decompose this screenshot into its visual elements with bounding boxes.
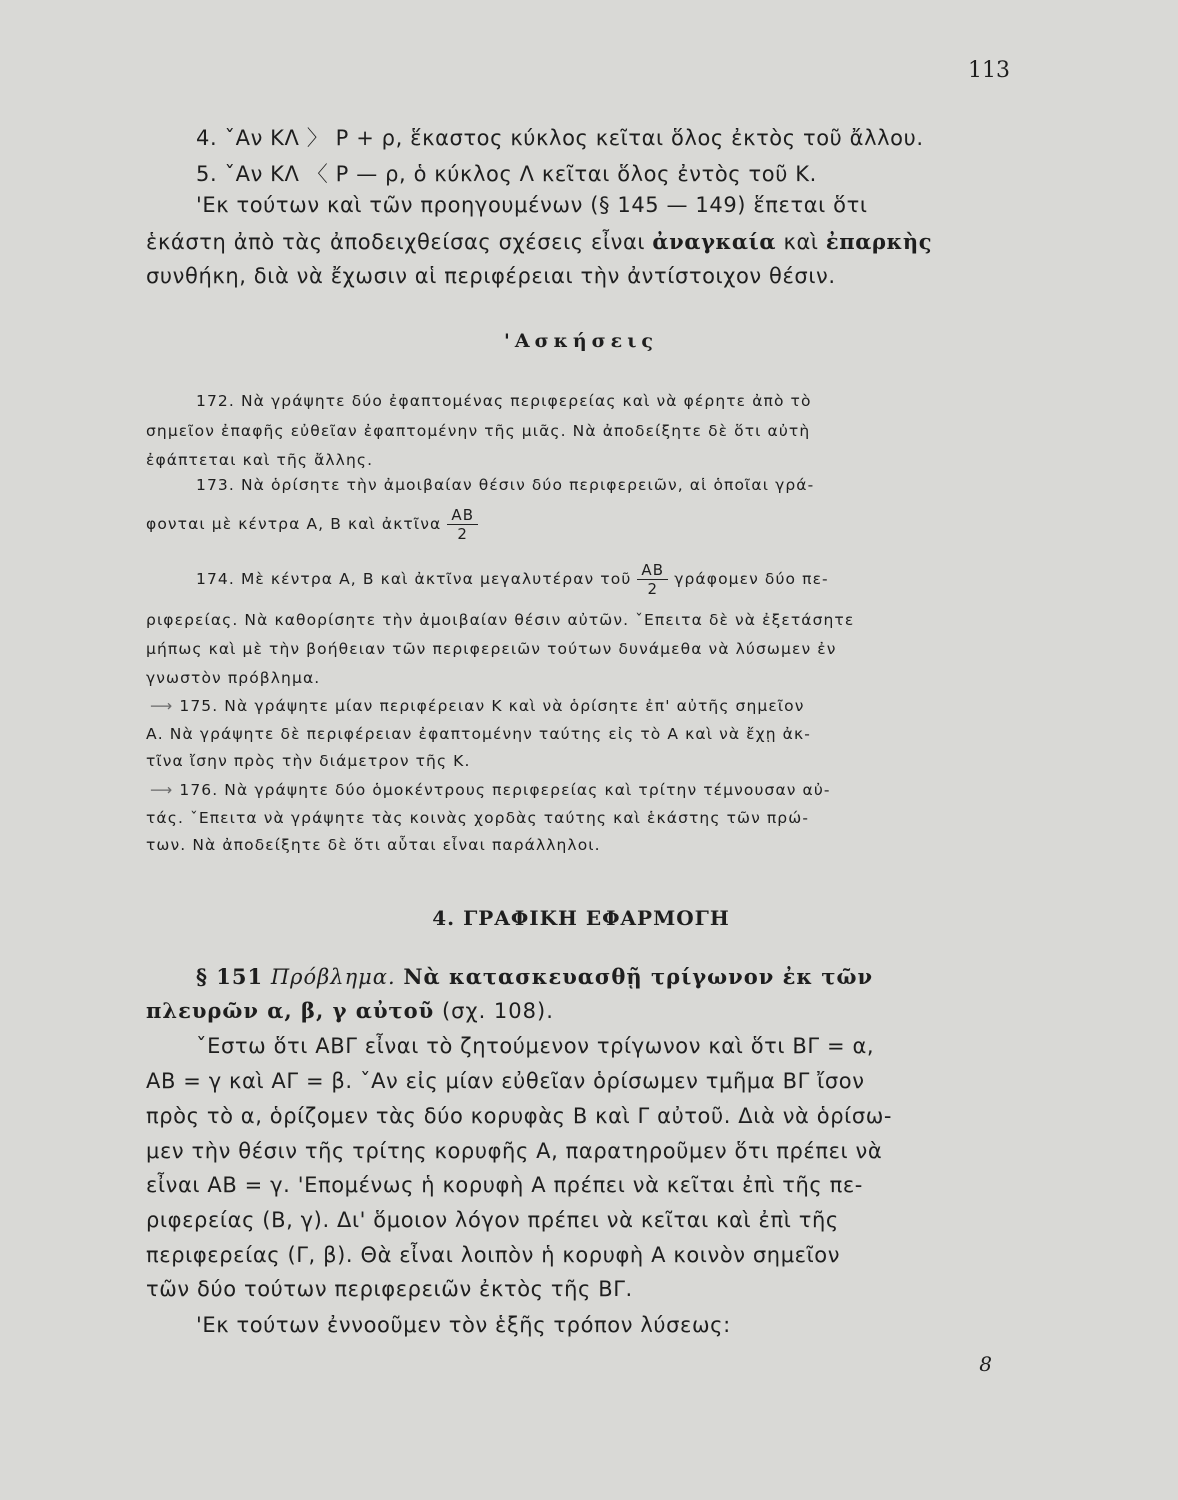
fraction-denominator: 2 xyxy=(647,580,659,598)
page-number: 113 xyxy=(968,58,1010,83)
conclusion-line-1: 'Εκ τούτων καὶ τῶν προηγουμένων (§ 145 — 149) ἕπεται ὅτι xyxy=(196,193,868,217)
problem-statement-line-2 xyxy=(146,998,1016,1023)
solution-line-1: ˇΕστω ὅτι ΑΒΓ εἶναι τὸ ζητούμενον τρίγωνον καὶ ὅτι ΒΓ = α, xyxy=(196,1034,875,1058)
exercise-175-line-1 xyxy=(150,697,1020,715)
problem-statement-b: πλευρῶν α, β, γ αὐτοῦ xyxy=(146,998,435,1023)
exercise-174-line-1 xyxy=(196,561,1066,598)
exercise-173-line-2 xyxy=(146,506,1016,543)
margin-arrow-icon: ⟶ xyxy=(150,697,174,715)
exercise-172-line-3: ἐφάπτεται καὶ τῆς ἄλλης. xyxy=(146,451,374,469)
solution-line-8: τῶν δύο τούτων περιφερειῶν ἐκτὸς τῆς ΒΓ. xyxy=(146,1277,633,1301)
exercises-heading: 'Ασκήσεις xyxy=(504,330,658,352)
emphasis-sufficient: ἐπαρκὴς xyxy=(825,229,933,254)
solution-line-4: μεν τὴν θέσιν τῆς τρίτης κορυφῆς Α, παρατηροῦμεν ὅτι πρέπει νὰ xyxy=(146,1139,883,1163)
exercise-174-line-3: μήπως καὶ μὲ τὴν βοήθειαν τῶν περιφερειῶν τούτων δυνάμεθα νὰ λύσωμεν ἐν xyxy=(146,640,837,658)
conclusion-line-2 xyxy=(146,229,1016,254)
problem-statement-line-1 xyxy=(196,964,1066,989)
figure-reference: (σχ. 108). xyxy=(441,999,554,1023)
condition-5: 5. ˇΑν ΚΛ 〈 Ρ — ρ, ὁ κύκλος Λ κεῖται ὅλος ἐντὸς τοῦ Κ. xyxy=(196,162,817,186)
exercise-176-line-3: των. Νὰ ἀποδείξητε δὲ ὅτι αὗται εἶναι παράλληλοι. xyxy=(146,836,601,854)
section-number: § 151 xyxy=(196,964,264,989)
exercise-175-line-2: Α. Νὰ γράψητε δὲ περιφέρειαν ἐφαπτομένην ταύτης εἰς τὸ Α καὶ νὰ ἔχῃ ἀκ- xyxy=(146,725,811,743)
exercise-174-text-a: 174. Μὲ κέντρα Α, Β καὶ ἀκτῖνα μεγαλυτέραν τοῦ xyxy=(196,570,632,588)
emphasis-necessary: ἀναγκαία xyxy=(652,229,777,254)
exercise-173-line-1: 173. Νὰ ὁρίσητε τὴν ἀμοιβαίαν θέσιν δύο περιφερειῶν, αἱ ὁποῖαι γρά- xyxy=(196,476,815,494)
signature-mark: 8 xyxy=(979,1352,992,1376)
exercise-174-text-b: γράφομεν δύο πε- xyxy=(674,570,829,588)
fraction-denominator: 2 xyxy=(457,525,469,543)
condition-4: 4. ˇΑν ΚΛ 〉 Ρ + ρ, ἕκαστος κύκλος κεῖται ὅλος ἐκτὸς τοῦ ἄλλου. xyxy=(196,126,924,150)
exercise-172-line-2: σημεῖον ἐπαφῆς εὐθεῖαν ἐφαπτομένην τῆς μιᾶς. Νὰ ἀποδείξητε δὲ ὅτι αὐτὴ xyxy=(146,422,811,440)
conclusion-text-c: καὶ xyxy=(783,230,819,254)
solution-line-2: ΑΒ = γ καὶ ΑΓ = β. ˇΑν εἰς μίαν εὐθεῖαν ὁρίσωμεν τμῆμα ΒΓ ἴσον xyxy=(146,1069,865,1093)
fraction-ab-over-2-b xyxy=(637,561,668,598)
fraction-numerator: ΑΒ xyxy=(637,561,668,580)
section-title: 4. ΓΡΑΦΙΚΗ ΕΦΑΡΜΟΓΗ xyxy=(432,906,730,930)
exercise-176-line-2: τάς. ˇΕπειτα νὰ γράψητε τὰς κοινὰς χορδὰς ταύτης καὶ ἑκάστης τῶν πρώ- xyxy=(146,809,810,827)
exercise-176-text: 176. Νὰ γράψητε δύο ὁμοκέντρους περιφερείας καὶ τρίτην τέμνουσαν αὐ- xyxy=(179,781,831,799)
solution-line-9: 'Εκ τούτων ἐννοοῦμεν τὸν ἑξῆς τρόπον λύσεως: xyxy=(196,1313,731,1337)
exercise-173-text: φονται μὲ κέντρα Α, Β καὶ ἀκτῖνα xyxy=(146,515,442,533)
exercise-176-line-1 xyxy=(150,781,1020,799)
solution-line-7: περιφερείας (Γ, β). Θὰ εἶναι λοιπὸν ἡ κορυφὴ Α κοινὸν σημεῖον xyxy=(146,1243,841,1267)
margin-arrow-icon: ⟶ xyxy=(150,781,174,799)
exercise-175-text: 175. Νὰ γράψητε μίαν περιφέρειαν Κ καὶ νὰ ὁρίσητε ἐπ' αὐτῆς σημεῖον xyxy=(179,697,805,715)
problem-statement-a: Νὰ κατασκευασθῇ τρίγωνον ἐκ τῶν xyxy=(403,964,874,989)
conclusion-line-3: συνθήκη, διὰ νὰ ἔχωσιν αἱ περιφέρειαι τὴν ἀντίστοιχον θέσιν. xyxy=(146,264,836,288)
solution-line-6: ριφερείας (Β, γ). Δι' ὅμοιον λόγον πρέπει νὰ κεῖται καὶ ἐπὶ τῆς xyxy=(146,1208,839,1232)
exercise-172-line-1: 172. Νὰ γράψητε δύο ἐφαπτομένας περιφερείας καὶ νὰ φέρητε ἀπὸ τὸ xyxy=(196,392,812,410)
problem-label: Πρόβλημα. xyxy=(270,965,396,989)
exercise-174-line-4: γνωστὸν πρόβλημα. xyxy=(146,669,321,687)
solution-line-5: εἶναι ΑΒ = γ. 'Επομένως ἡ κορυφὴ Α πρέπει νὰ κεῖται ἐπὶ τῆς πε- xyxy=(146,1173,863,1197)
exercise-175-line-3: τῖνα ἴσην πρὸς τὴν διάμετρον τῆς Κ. xyxy=(146,752,471,770)
fraction-ab-over-2 xyxy=(447,506,478,543)
solution-line-3: πρὸς τὸ α, ὁρίζομεν τὰς δύο κορυφὰς Β καὶ Γ αὐτοῦ. Διὰ νὰ ὁρίσω- xyxy=(146,1104,893,1128)
exercise-174-line-2: ριφερείας. Νὰ καθορίσητε τὴν ἀμοιβαίαν θέσιν αὐτῶν. ˇΕπειτα δὲ νὰ ἐξετάσητε xyxy=(146,611,855,629)
conclusion-text-a: ἑκάστη ἀπὸ τὰς ἀποδειχθείσας σχέσεις εἶναι xyxy=(146,230,646,254)
fraction-numerator: ΑΒ xyxy=(447,506,478,525)
